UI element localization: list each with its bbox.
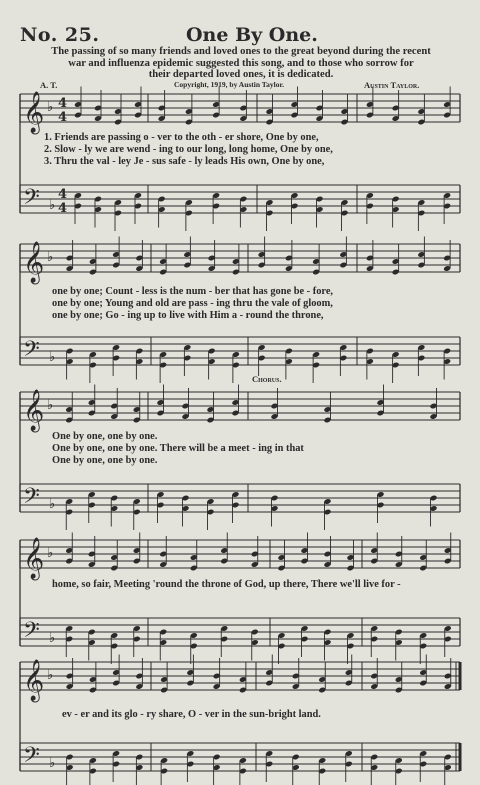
flat-icon: ♭ <box>47 398 54 413</box>
lyric-line: home, so fair, Meeting 'round the throne of God, up there, There we'll live for - <box>52 579 401 590</box>
treble-clef-icon: 𝄞 <box>23 538 45 579</box>
flat-icon: ♭ <box>49 497 56 512</box>
lyricist-initials: A. T. <box>40 80 58 90</box>
bass-clef-icon: 𝄢 <box>23 337 40 367</box>
chorus-label: Chorus. <box>252 374 282 384</box>
bass-clef-icon: 𝄢 <box>23 618 40 648</box>
lyric-line: 3. Thru the val - ley Je - sus safe - ly leads His own, One by one, <box>44 156 325 167</box>
treble-clef-icon: 𝄞 <box>23 92 45 133</box>
flat-icon: ♭ <box>49 350 56 365</box>
time-signature-bottom: 4 <box>58 201 68 216</box>
lyric-line: One by one, one by one. <box>52 431 158 442</box>
treble-clef-icon: 𝄞 <box>23 242 45 283</box>
time-signature-top: 4 <box>58 187 68 202</box>
lyric-line: 1. Friends are passing o - ver to the oth - er shore, One by one, <box>44 132 319 143</box>
flat-icon: ♭ <box>47 250 54 265</box>
bass-clef-icon: 𝄢 <box>23 484 40 514</box>
flat-icon: ♭ <box>49 756 56 771</box>
dedication-line: The passing of so many friends and loved ones to the great beyond during the recent <box>51 46 431 57</box>
flat-icon: ♭ <box>47 668 54 683</box>
lyric-line: one by one; Go - ing up to live with Him a - round the throne, <box>52 310 324 321</box>
treble-clef-icon: 𝄞 <box>23 660 45 701</box>
flat-icon: ♭ <box>49 631 56 646</box>
lyric-line: ev - er and its glo - ry share, O - ver in the sun-bright land. <box>62 709 321 720</box>
lyric-line: one by one; Young and old are pass - ing thru the vale of gloom, <box>52 298 333 309</box>
hymn-number: No. 25. <box>20 24 100 46</box>
dedication-line: their departed loved ones, it is dedicated. <box>148 69 334 80</box>
bass-clef-icon: 𝄢 <box>23 743 40 773</box>
treble-clef-icon: 𝄞 <box>23 390 45 431</box>
composer-name: Austin Taylor. <box>364 80 420 90</box>
flat-icon: ♭ <box>47 546 54 561</box>
lyric-line: 2. Slow - ly we are wend - ing to our long, long home, One by one, <box>44 144 333 155</box>
time-signature-bottom: 4 <box>58 110 68 125</box>
flat-icon: ♭ <box>47 100 54 115</box>
lyric-line: One by one, one by one. <box>52 455 158 466</box>
copyright-notice: Copyright, 1919, by Austin Taylor. <box>174 80 284 89</box>
bass-clef-icon: 𝄢 <box>23 185 40 215</box>
time-signature-top: 4 <box>58 96 68 111</box>
lyric-line: one by one; Count - less is the num - ber that has gone be - fore, <box>52 286 334 297</box>
dedication-line: war and influenza epidemic suggested this song, and to those who sorrow for <box>68 57 414 69</box>
hymn-title: One By One. <box>186 24 318 46</box>
lyric-line: One by one, one by one. There will be a meet - ing in that <box>52 443 304 454</box>
flat-icon: ♭ <box>49 198 56 213</box>
